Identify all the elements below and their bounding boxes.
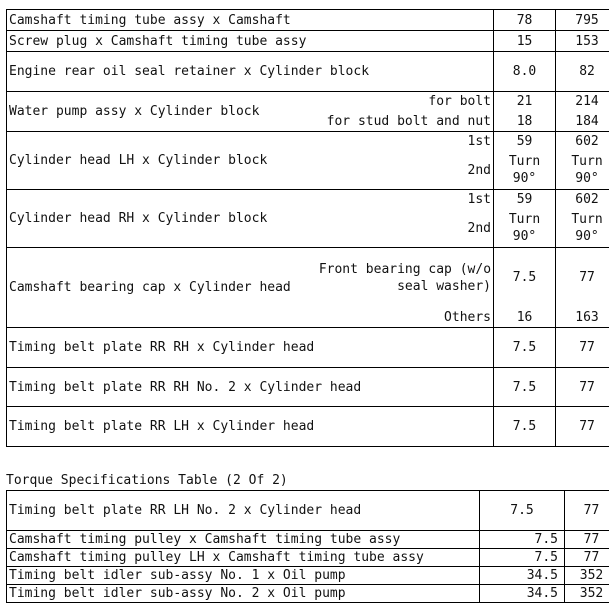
item-cell: Camshaft timing tube assy x Camshaft: [7, 10, 494, 31]
nm-cell: 7.5: [494, 407, 556, 447]
nm-cell: 7.5: [494, 368, 556, 407]
table-row: [7, 248, 609, 308]
nm-cell: 78: [494, 10, 556, 31]
item-cell: Screw plug x Camshaft timing tube assy: [7, 31, 494, 52]
item-cell: Camshaft timing pulley x Camshaft timing tube assy: [7, 531, 480, 549]
kgf-cell: 153: [556, 31, 609, 52]
item-cell: Camshaft bearing cap x Cylinder head: [7, 248, 314, 328]
table-row: [7, 92, 609, 112]
table-row: [7, 31, 609, 52]
table-row: [7, 567, 609, 585]
kgf-cell: Turn 90°: [556, 210, 609, 248]
table-row: [7, 10, 609, 31]
kgf-cell: 77: [556, 248, 609, 308]
item-cell: Timing belt plate RR RH No. 2 x Cylinder head: [7, 368, 494, 407]
kgf-cell: Turn 90°: [556, 152, 609, 190]
nm-cell: 15: [494, 31, 556, 52]
nm-cell: 18: [494, 112, 556, 132]
kgf-cell: 77: [565, 491, 609, 531]
nm-cell: Turn 90°: [494, 210, 556, 248]
item-cell: Cylinder head RH x Cylinder block: [7, 190, 314, 248]
nm-cell: 7.5: [480, 549, 565, 567]
sub-cell: 2nd: [314, 152, 494, 190]
nm-cell: 16: [494, 308, 556, 328]
table-row: [7, 531, 609, 549]
table-row: [7, 328, 609, 368]
sub-cell: Others: [314, 308, 494, 328]
nm-cell: 59: [494, 190, 556, 210]
kgf-cell: 77: [556, 368, 609, 407]
kgf-cell: 82: [556, 52, 609, 92]
nm-cell: 7.5: [494, 328, 556, 368]
kgf-cell: 602: [556, 190, 609, 210]
table-row: [7, 190, 609, 210]
kgf-cell: 77: [565, 549, 609, 567]
torque-table-1: [6, 9, 609, 447]
kgf-cell: 795: [556, 10, 609, 31]
torque-table-2: [6, 490, 609, 603]
nm-cell: Turn 90°: [494, 152, 556, 190]
sub-cell: 2nd: [314, 210, 494, 248]
sub-cell: for stud bolt and nut: [314, 112, 494, 132]
nm-cell: 21: [494, 92, 556, 112]
kgf-cell: 163: [556, 308, 609, 328]
table-row: [7, 585, 609, 603]
sub-cell: 1st: [314, 132, 494, 152]
table-row: [7, 407, 609, 447]
item-cell: Timing belt idler sub-assy No. 2 x Oil pump: [7, 585, 480, 603]
table-row: [7, 52, 609, 92]
nm-cell: 7.5: [480, 491, 565, 531]
item-cell: Timing belt plate RR LH No. 2 x Cylinder head: [7, 491, 480, 531]
nm-cell: 7.5: [480, 531, 565, 549]
kgf-cell: 352: [565, 567, 609, 585]
sub-cell: for bolt: [314, 92, 494, 112]
kgf-cell: 77: [556, 328, 609, 368]
table-row: [7, 549, 609, 567]
item-cell: Water pump assy x Cylinder block: [7, 92, 314, 132]
sub-cell: Front bearing cap (w/o seal washer): [314, 248, 494, 308]
nm-cell: 59: [494, 132, 556, 152]
table-row: [7, 132, 609, 152]
nm-cell: 34.5: [480, 585, 565, 603]
item-cell: Timing belt plate RR RH x Cylinder head: [7, 328, 494, 368]
kgf-cell: 352: [565, 585, 609, 603]
kgf-cell: 214: [556, 92, 609, 112]
item-cell: Timing belt idler sub-assy No. 1 x Oil pump: [7, 567, 480, 585]
item-cell: Engine rear oil seal retainer x Cylinder block: [7, 52, 494, 92]
kgf-cell: 77: [556, 407, 609, 447]
nm-cell: 7.5: [494, 248, 556, 308]
item-cell: Camshaft timing pulley LH x Camshaft timing tube assy: [7, 549, 480, 567]
table-caption: Torque Specifications Table (2 Of 2): [6, 473, 288, 488]
table-row: [7, 491, 609, 531]
kgf-cell: 184: [556, 112, 609, 132]
item-cell: Timing belt plate RR LH x Cylinder head: [7, 407, 494, 447]
kgf-cell: 77: [565, 531, 609, 549]
table-row: [7, 368, 609, 407]
nm-cell: 8.0: [494, 52, 556, 92]
sub-cell: 1st: [314, 190, 494, 210]
kgf-cell: 602: [556, 132, 609, 152]
nm-cell: 34.5: [480, 567, 565, 585]
item-cell: Cylinder head LH x Cylinder block: [7, 132, 314, 190]
